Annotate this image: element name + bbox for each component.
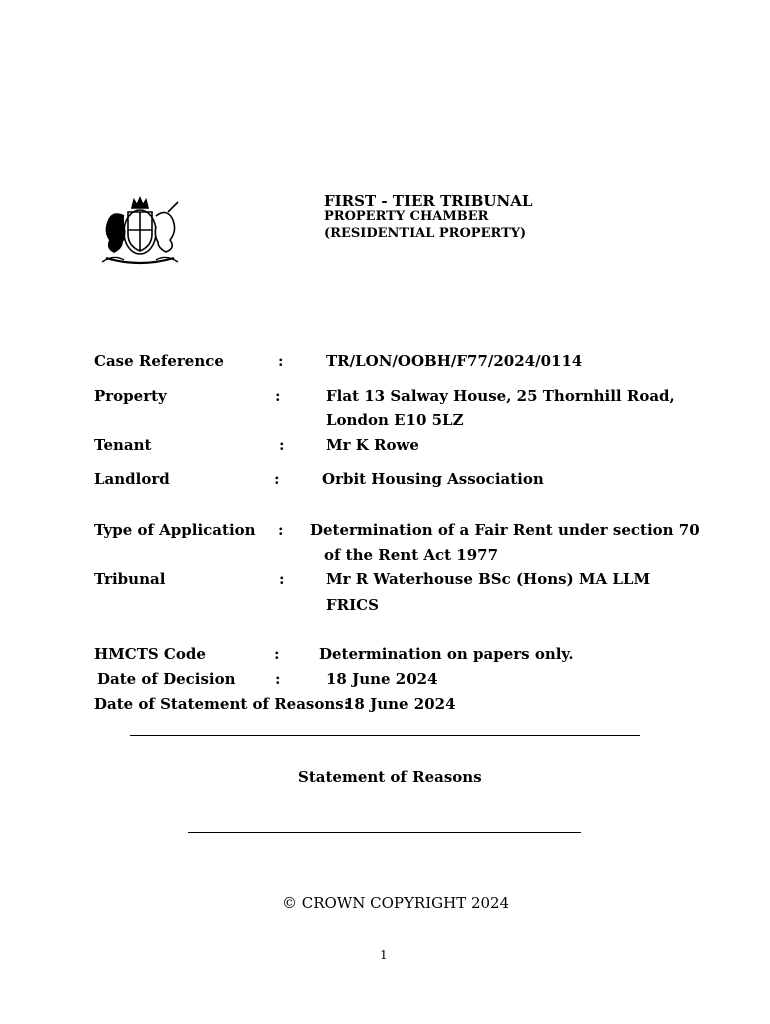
type-of-application-value-line2: of the Rent Act 1977 xyxy=(324,546,499,564)
tenant-value: Mr K Rowe xyxy=(326,436,419,454)
tribunal-title: FIRST - TIER TRIBUNAL xyxy=(324,192,533,210)
date-of-decision-value: 18 June 2024 xyxy=(326,670,438,688)
case-reference-label: Case Reference xyxy=(94,352,224,370)
royal-coat-of-arms-logo xyxy=(94,196,186,270)
separator-line xyxy=(130,735,640,736)
colon: : xyxy=(278,521,284,539)
colon: : xyxy=(274,470,280,488)
landlord-value: Orbit Housing Association xyxy=(322,470,544,488)
tribunal-label: Tribunal xyxy=(94,570,166,588)
page-number: 1 xyxy=(380,948,388,962)
statement-of-reasons-heading: Statement of Reasons xyxy=(298,768,482,786)
colon: : xyxy=(279,570,285,588)
colon: : xyxy=(274,645,280,663)
tenant-label: Tenant xyxy=(94,436,152,454)
type-of-application-value-line1: Determination of a Fair Rent under section 70 xyxy=(310,521,700,539)
property-label: Property xyxy=(94,387,167,405)
tribunal-value-line1: Mr R Waterhouse BSc (Hons) MA LLM xyxy=(326,570,651,588)
colon: : xyxy=(279,436,285,454)
property-value-line2: London E10 5LZ xyxy=(326,411,464,429)
colon: : xyxy=(275,387,281,405)
hmcts-code-label: HMCTS Code xyxy=(94,645,206,663)
colon: : xyxy=(278,352,284,370)
separator-line xyxy=(188,832,581,833)
case-reference-value: TR/LON/OOBH/F77/2024/0114 xyxy=(326,352,583,370)
date-of-statement-value: 18 June 2024 xyxy=(344,695,456,713)
tribunal-value-line2: FRICS xyxy=(326,596,379,614)
date-of-statement-label: Date of Statement of Reasons: xyxy=(94,695,350,713)
crown-copyright: © CROWN COPYRIGHT 2024 xyxy=(282,894,510,912)
chamber-title: PROPERTY CHAMBER xyxy=(324,209,489,224)
type-of-application-label: Type of Application xyxy=(94,521,256,539)
property-value-line1: Flat 13 Salway House, 25 Thornhill Road, xyxy=(326,387,675,405)
chamber-subtitle: (RESIDENTIAL PROPERTY) xyxy=(324,226,527,241)
date-of-decision-label: Date of Decision xyxy=(97,670,236,688)
colon: : xyxy=(275,670,281,688)
landlord-label: Landlord xyxy=(94,470,170,488)
hmcts-code-value: Determination on papers only. xyxy=(319,645,574,663)
